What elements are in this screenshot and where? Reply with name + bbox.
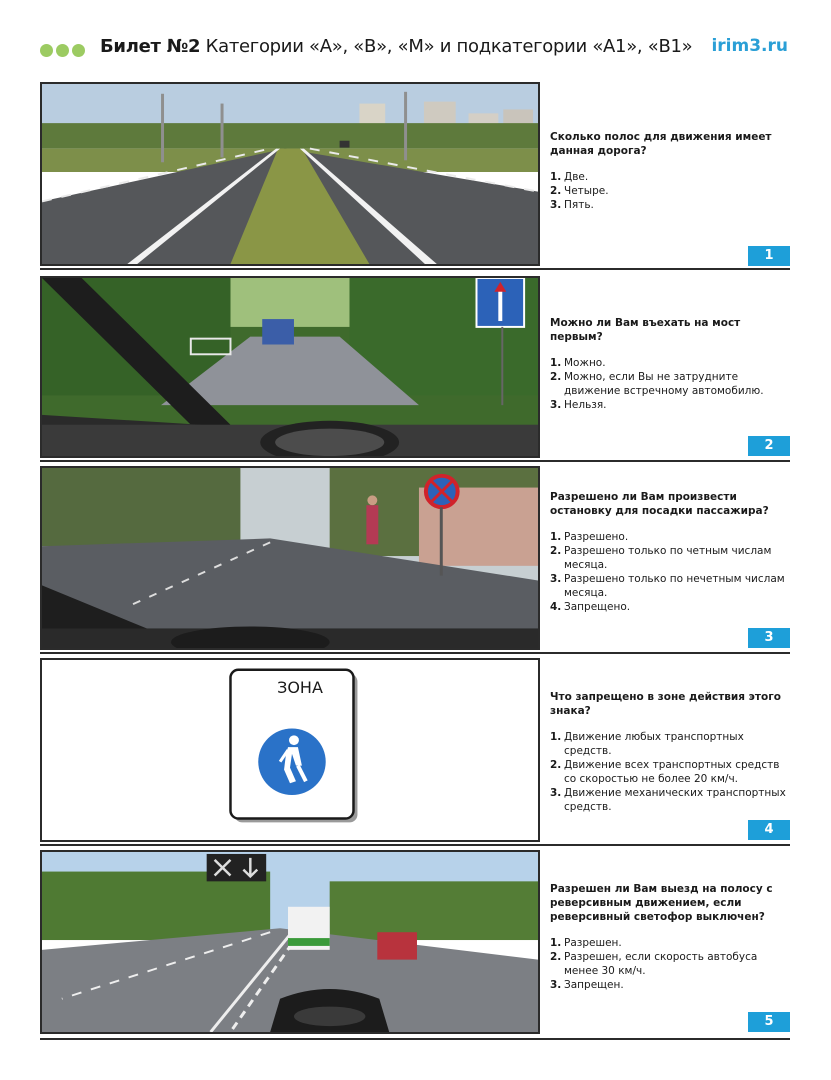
answer-option[interactable]: 4. Запрещено. [550,601,631,613]
question-text: Сколько полос для движения имеет данная дорога? [550,131,772,157]
answer-option[interactable]: 1. Разрешено. [550,531,629,543]
forest-road-photo [42,278,538,456]
question-image-3 [40,466,540,650]
answer-option[interactable]: 3. Нельзя. [550,399,607,411]
question-block-2 [550,316,790,412]
question-number-badge: 5 [748,1012,790,1032]
answer-option[interactable]: 2. Четыре. [550,185,609,197]
answer-option[interactable]: 3. Пять. [550,199,594,211]
answer-option[interactable]: 1. Движение любых транспортных средств. [550,731,744,757]
question-image-1 [40,82,540,266]
road-photo [42,84,538,264]
question-block-3 [550,490,790,614]
answer-option[interactable]: 3. Запрещен. [550,979,624,991]
question-card-4 [40,658,790,842]
answer-option[interactable]: 2. Движение всех транспортных средств со скоростью не более 20 км/ч. [550,759,780,785]
divider [40,844,790,846]
answer-list [550,356,790,412]
answer-option[interactable]: 2. Можно, если Вы не затрудните движение встречному автомобилю. [550,371,764,397]
answer-option[interactable]: 3. Разрешено только по нечетным числам месяца. [550,573,785,599]
question-image-5 [40,850,540,1034]
page-title [100,36,692,57]
dot-icon [56,44,69,57]
dot-icon [72,44,85,57]
question-card-5 [40,850,790,1034]
dot-icon [40,44,53,57]
page-header [40,34,792,64]
question-number-badge: 3 [748,628,790,648]
question-text: Что запрещено в зоне действия этого знака? [550,691,781,717]
question-card-2 [40,276,790,458]
question-number-badge: 1 [748,246,790,266]
divider [40,268,790,270]
divider [40,652,790,654]
answer-list [550,530,790,614]
answer-list [550,730,790,814]
site-link[interactable]: irim3.ru [711,36,788,56]
question-image-4 [40,658,540,842]
question-image-2 [40,276,540,458]
answer-option[interactable]: 2. Разрешен, если скорость автобуса менее 30 км/ч. [550,951,758,977]
question-card-1 [40,82,790,266]
question-text: Разрешено ли Вам произвести остановку для посадки пассажира? [550,491,769,517]
header-dots [40,42,88,61]
answer-list [550,936,790,992]
question-number-badge: 2 [748,436,790,456]
answer-option[interactable]: 2. Разрешено только по четным числам месяца. [550,545,772,571]
sign-zone-label: ЗОНА [277,678,323,697]
ticket-label: Билет №2 [100,36,201,57]
divider [40,1038,790,1040]
answer-option[interactable]: 1. Можно. [550,357,606,369]
answer-option[interactable]: 1. Две. [550,171,589,183]
answer-option[interactable]: 1. Разрешен. [550,937,622,949]
reversible-lane-photo [42,852,538,1032]
answer-option[interactable]: 3. Движение механических транспортных средств. [550,787,786,813]
question-block-5 [550,882,790,992]
answer-list [550,170,790,212]
street-photo [42,468,538,648]
question-text: Можно ли Вам въехать на мост первым? [550,317,741,343]
question-number-badge: 4 [748,820,790,840]
question-block-1 [550,130,790,212]
question-text: Разрешен ли Вам выезд на полосу с реверсивным движением, если реверсивный светофор выключен? [550,883,773,923]
question-card-3 [40,466,790,650]
divider [40,460,790,462]
categories-label: Категории «А», «В», «М» и подкатегории «А1», «В1» [200,36,693,57]
question-block-4 [550,690,790,814]
